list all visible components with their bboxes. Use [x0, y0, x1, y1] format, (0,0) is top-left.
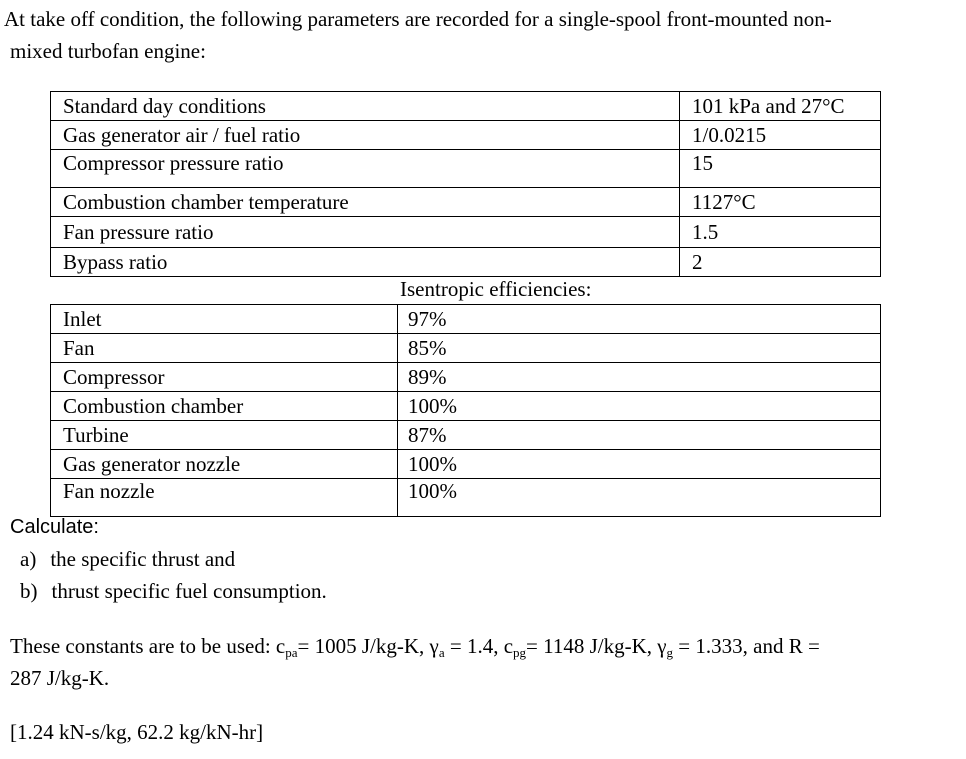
efficiency-label: Fan nozzle	[51, 479, 398, 517]
efficiency-value: 87%	[398, 421, 881, 450]
calculate-heading: Calculate:	[10, 516, 99, 538]
conditions-value: 2	[680, 248, 881, 277]
conditions-label: Standard day conditions	[51, 92, 680, 121]
efficiency-label: Turbine	[51, 421, 398, 450]
conditions-table	[50, 91, 881, 277]
table-row	[51, 121, 881, 150]
table-row	[51, 248, 881, 277]
table-row	[51, 392, 881, 421]
conditions-label: Bypass ratio	[51, 248, 680, 277]
table-row	[51, 450, 881, 479]
conditions-value: 1/0.0215	[680, 121, 881, 150]
conditions-label: Combustion chamber temperature	[51, 188, 680, 217]
efficiency-label: Combustion chamber	[51, 392, 398, 421]
constants-line-2: 287 J/kg-K.	[10, 666, 110, 690]
item-text: the specific thrust and	[50, 547, 236, 571]
constants-line-1: These constants are to be used: $c_{pa}= 1005$ J/kg-K, $\gamma_a = 1.4$, $c_{pg}= 1148$ J/kg-K, $\gamma_g = 1.333$, and R =	[10, 634, 820, 660]
calculate-item-b	[20, 579, 327, 604]
conditions-label: Gas generator air / fuel ratio	[51, 121, 680, 150]
table-row	[51, 421, 881, 450]
table-row	[51, 92, 881, 121]
efficiency-heading: Isentropic efficiencies:	[400, 277, 592, 301]
efficiency-label: Fan	[51, 334, 398, 363]
conditions-label: Compressor pressure ratio	[51, 150, 680, 188]
efficiency-label: Inlet	[51, 305, 398, 334]
conditions-value: 1.5	[680, 217, 881, 248]
item-text: thrust specific fuel consumption.	[51, 579, 327, 603]
conditions-value: 101 kPa and 27°C	[680, 92, 881, 121]
efficiency-value: 89%	[398, 363, 881, 392]
efficiency-label: Compressor	[51, 363, 398, 392]
intro-line-2: mixed turbofan engine:	[10, 39, 206, 63]
table-row	[51, 217, 881, 248]
efficiency-value: 97%	[398, 305, 881, 334]
efficiency-value: 100%	[398, 450, 881, 479]
efficiency-table	[50, 304, 881, 517]
table-row	[51, 188, 881, 217]
table-row	[51, 479, 881, 517]
efficiency-value: 100%	[398, 392, 881, 421]
conditions-label: Fan pressure ratio	[51, 217, 680, 248]
item-marker: b)	[20, 579, 38, 603]
efficiency-value: 85%	[398, 334, 881, 363]
item-marker: a)	[20, 547, 37, 571]
table-row	[51, 363, 881, 392]
conditions-value: 15	[680, 150, 881, 188]
table-row	[51, 150, 881, 188]
efficiency-label: Gas generator nozzle	[51, 450, 398, 479]
efficiency-value: 100%	[398, 479, 881, 517]
calculate-item-a	[20, 547, 235, 572]
table-row	[51, 334, 881, 363]
conditions-value: 1127°C	[680, 188, 881, 217]
answer-text: [1.24 kN-s/kg, 62.2 kg/kN-hr]	[10, 720, 264, 744]
table-row	[51, 305, 881, 334]
intro-line-1: At take off condition, the following parameters are recorded for a single-spool front-mounted non-	[4, 7, 832, 31]
